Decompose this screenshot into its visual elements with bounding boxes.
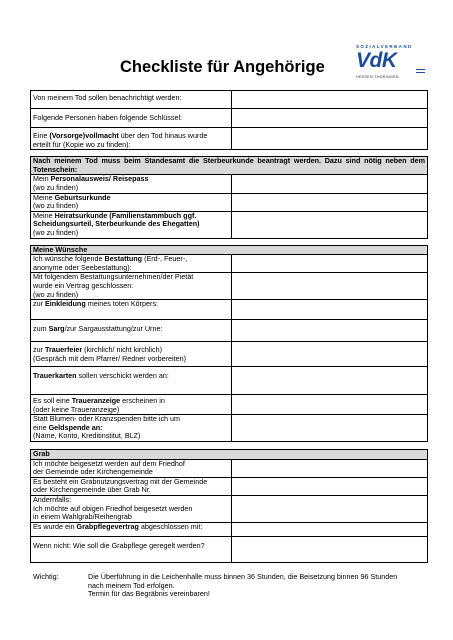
grave-otherwise-label (31, 496, 232, 523)
announcement-prefix: Es soll eine (33, 396, 72, 406)
logo-stripes (416, 69, 425, 73)
ceremony-field[interactable] (232, 342, 428, 367)
doc-birth-sub: (wo zu finden) (33, 201, 79, 211)
doc-birth-bold: Geburtsurkunde (54, 193, 111, 202)
vdk-logo (356, 44, 428, 86)
documents-heading (31, 157, 428, 175)
announcement-bold: Traueranzeige (71, 396, 121, 406)
announcement-line2: (oder keine Traueranzeige) (33, 404, 120, 414)
donation-line2-bold: Geldspende an: (48, 422, 103, 432)
doc-marriage-label (31, 211, 232, 238)
funeral-contract-field[interactable] (232, 273, 428, 300)
clothing-prefix: zur (33, 299, 45, 309)
donation-line2-prefix: eine (33, 422, 49, 432)
ceremony-bold: Trauerfeier (44, 345, 83, 355)
contract-line1: Mit folgendem Bestattungsunternehmen/der Pietät (33, 272, 194, 282)
wishes-heading-text: Meine Wünsche (33, 245, 88, 254)
burial-type-field[interactable] (232, 255, 428, 273)
clothing-bold: Einkleidung (44, 299, 86, 309)
burial-prefix: Ich wünsche folgende (33, 254, 105, 264)
documents-heading-text: Nach meinem Tod muss beim Standesamt die Sterbeurkunde beantragt werden. Dazu sind nötig neben dem Totenschein: (33, 156, 425, 174)
cemetery-line1: Ich möchte beigesetzt werden auf dem Friedhof (33, 459, 185, 468)
donation-field[interactable] (232, 415, 428, 442)
donation-label (31, 415, 232, 442)
contract-line3: (wo zu finden) (33, 289, 79, 299)
contacts-keys-field[interactable] (232, 109, 428, 128)
otherwise-line1: Andernfalls: (33, 495, 71, 505)
otherwise-line3: in einem Wahlgrab/Reihengrab (33, 512, 132, 522)
contacts-notify-field[interactable] (232, 91, 428, 109)
doc-id-bold: Personalausweis/ Reisepass (50, 174, 149, 184)
donation-line1: Statt Blumen- oder Kranzspenden bitte ich um (33, 414, 181, 424)
care-question-text: Wenn nicht: Wie soll die Grabpflege geregelt werden? (33, 540, 205, 550)
note-label: Wichtig: (33, 572, 59, 581)
grave-care-contract-label (31, 522, 232, 536)
grave-contract-field[interactable] (232, 477, 428, 495)
doc-marriage-prefix: Meine (33, 211, 55, 220)
ceremony-suffix: (kirchlich/ nicht kirchlich) (82, 345, 163, 355)
doc-marriage-sub: (wo zu finden) (33, 227, 79, 237)
grave-contract-line2: oder Kirchengemeinde über Grab Nr. (33, 485, 151, 495)
contacts-poa-label (31, 128, 232, 150)
page-title: Checkliste für Angehörige (120, 58, 325, 76)
grave-contract-line1: Es besteht ein Grabnutzungsvertrag mit der Gemeinde (33, 477, 208, 486)
doc-id-field[interactable] (232, 175, 428, 193)
contacts-keys-text: Folgende Personen haben folgende Schlüssel: (33, 113, 183, 122)
note-line-2: nach meinem Tod erfolgen. (88, 580, 175, 590)
doc-marriage-bold2: Scheidungsurteil, Sterbeurkunde des Ehegatten) (33, 219, 200, 229)
coffin-label (31, 320, 232, 342)
note-line-1: Die Überführung in die Leichenhalle muss binnen 36 Stunden, die Beisetzung binnen 96 Stunden (88, 572, 398, 581)
coffin-prefix: zum (33, 324, 49, 334)
grave-care-question-field[interactable] (232, 536, 428, 562)
doc-id-prefix: Mein (33, 174, 51, 184)
clothing-field[interactable] (232, 300, 428, 320)
checklist-table (30, 90, 428, 563)
grave-heading (31, 450, 428, 460)
care-contract-prefix: Es wurde ein (33, 522, 77, 531)
contract-line2: wurde ein Vertrag geschlossen: (33, 280, 134, 290)
logo-top-text: SOZIALVERBAND (356, 44, 413, 49)
ceremony-line2: (Gespräch mit dem Pfarrer/ Redner vorbereiten) (33, 353, 186, 363)
grave-care-contract-field[interactable] (232, 522, 428, 536)
care-contract-bold: Grabpflegevertrag (76, 522, 139, 531)
section-gap (31, 238, 428, 245)
wishes-heading (31, 245, 428, 255)
grave-heading-text: Grab (33, 449, 50, 459)
section-gap (31, 442, 428, 450)
clothing-suffix: meines toten Körpers: (85, 299, 159, 309)
coffin-field[interactable] (232, 320, 428, 342)
note-line-3: Termin für das Begräbnis vereinbaren! (88, 589, 210, 599)
logo-mark: VdK (356, 49, 397, 72)
grave-care-question-label (31, 536, 232, 562)
contacts-notify-label (31, 91, 232, 109)
announcement-suffix: erscheinen in (120, 396, 165, 406)
cards-label (31, 367, 232, 395)
poa-bold: (Vorsorge)vollmacht (49, 131, 119, 140)
contacts-keys-label (31, 109, 232, 128)
grave-cemetery-label (31, 459, 232, 477)
announcement-field[interactable] (232, 395, 428, 415)
logo-bottom-text: HESSEN-THÜRINGEN (356, 75, 399, 79)
coffin-suffix: /zur Sargausstattung/zur Urne: (64, 324, 163, 334)
ceremony-label (31, 342, 232, 367)
contacts-notify-text: Von meinem Tod sollen benachrichtigt werden: (33, 93, 182, 102)
announcement-label (31, 395, 232, 415)
donation-line3: (Name, Konto, Kreditinstitut, BLZ) (33, 431, 141, 441)
care-contract-suffix: abgeschlossen mit: (138, 522, 203, 531)
section-gap (31, 150, 428, 157)
funeral-contract-label (31, 273, 232, 300)
coffin-bold: Sarg (48, 324, 65, 334)
contacts-poa-field[interactable] (232, 128, 428, 150)
note-lines (88, 573, 428, 599)
doc-birth-label (31, 193, 232, 211)
doc-marriage-field[interactable] (232, 211, 428, 238)
grave-cemetery-field[interactable] (232, 459, 428, 477)
poa-suffix: über den Tod hinaus wurde (118, 131, 208, 140)
poa-line2: erteilt für (Kopie wo zu finden): (33, 139, 131, 149)
doc-id-label (31, 175, 232, 193)
burial-type-label (31, 255, 232, 273)
cards-field[interactable] (232, 367, 428, 395)
grave-contract-label (31, 477, 232, 495)
ceremony-prefix: zur (33, 345, 45, 355)
doc-id-sub: (wo zu finden) (33, 182, 79, 192)
otherwise-line2: Ich möchte auf obigen Friedhof beigesetzt werden (33, 503, 193, 513)
cards-suffix: sollen verschickt werden an: (76, 371, 169, 381)
doc-marriage-bold: Heiratsurkunde (Familienstammbuch ggf. (54, 211, 197, 220)
cards-bold: Trauerkarten (33, 371, 77, 381)
grave-otherwise-field[interactable] (232, 496, 428, 523)
doc-birth-prefix: Meine (33, 193, 55, 202)
cemetery-line2: der Gemeinde oder Kirchengemeinde (33, 467, 153, 477)
burial-line2: anonyme oder Seebestattung): (33, 262, 132, 272)
burial-bold: Bestattung (104, 254, 143, 264)
doc-birth-field[interactable] (232, 193, 428, 211)
burial-suffix: (Erd-, Feuer-, (142, 254, 188, 264)
clothing-label (31, 300, 232, 320)
poa-prefix: Eine (33, 131, 50, 140)
